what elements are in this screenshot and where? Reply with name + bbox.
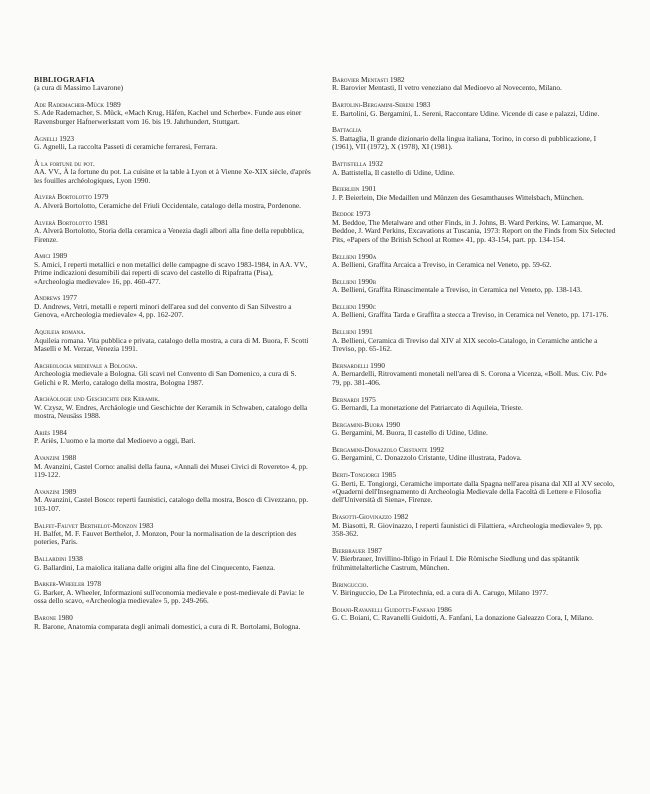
entry-citation-key: Bellieni 1990a	[332, 251, 377, 261]
entry-reference: W. Czysz, W. Endres, Archäologie und Geschichte der Keramik in Schwaben, catalogo della mostra, Neusäss 1988.	[34, 402, 308, 421]
entry-citation-key: Bergamini-Donazzolo Cristante 1992	[332, 444, 445, 454]
entry-reference: M. Beddoe, The Metalware and other Finds, in J. Johns, B. Ward Perkins, W. Lamarque, M. Beddoe, J. Ward Perkins, Excavations at Tuscania, 1973: Report on the Finds from Six Selected Pits, «Papers of the British School at Rome» 41, pp. 43-154, part. pp. 134-154.	[332, 217, 616, 244]
bibliography-entry	[332, 362, 616, 387]
entry-citation-key: Ade Rademacher-Mück 1989	[34, 99, 121, 109]
bibliography-entry	[332, 185, 616, 202]
entry-reference: G. Bernardi, La monetazione del Patriarcato di Aquileia, Trieste.	[332, 402, 523, 412]
entry-reference: G. Bergamini, M. Buora, Il castello di Udine, Udine.	[332, 428, 488, 438]
entry-reference: G. C. Boiani, C. Ravanelli Guidotti, A. Fanfani, La donazione Galeazzo Cora, I, Milano.	[332, 613, 594, 623]
bibliography-entry	[332, 210, 616, 244]
bibliography-entry	[332, 160, 616, 177]
entry-reference: G. Berti, E. Tongiorgi, Ceramiche importate dalla Spagna nell'area pisana dal XII al XV secolo, «Quaderni dell'Insegnamento di Archeologia Medievale della Facoltà di Lettere e Filosofia dell'Università di Siena», Firenze.	[332, 478, 615, 505]
bibliography-entry	[34, 395, 312, 420]
entry-reference: A. Alverà Bortolotto, Ceramiche del Friuli Occidentale, catalogo della mostra, Pordenone.	[34, 200, 302, 210]
entry-citation-key: Beierlein 1901	[332, 184, 377, 194]
bibliography-entry	[332, 513, 616, 538]
entry-citation-key: Bartolini-Bergamini-Sereni 1983	[332, 100, 431, 110]
entry-reference: G. Agnelli, La raccolta Passeti di ceramiche ferraresi, Ferrara.	[34, 142, 218, 152]
bibliography-entry	[34, 429, 312, 446]
bibliography-entry	[332, 126, 616, 151]
bibliography-entry	[332, 446, 616, 463]
entry-citation-key: Biasotti-Giovinazzo 1982	[332, 512, 409, 522]
entry-citation-key: Battistella 1932	[332, 159, 383, 169]
entry-reference: A. Alverà Bortolotto, Storia della ceramica a Venezia dagli albori alla fine della repubblica, Firenze.	[34, 226, 304, 244]
bibliography-entry	[34, 219, 312, 244]
page-subtitle: (a cura di Massimo Lavarone)	[34, 83, 124, 93]
entry-citation-key: Bergamini-Buora 1990	[332, 419, 401, 429]
entry-citation-key: Aquileia romana.	[34, 327, 86, 337]
entry-citation-key: Bellieni 1990c	[332, 301, 377, 311]
entry-reference: Aquileia romana. Vita pubblica e privata, catalogo della mostra, a cura di M. Buora, F. Scotti Maselli e M. Verzar, Venezia 1991.	[34, 335, 309, 353]
entry-citation-key: Barovier Mentasti 1982	[332, 75, 405, 84]
entry-reference: P. Ariès, L'uomo e la morte dal Medioevo a oggi, Bari.	[34, 436, 196, 446]
bibliography-entry	[34, 328, 312, 353]
right-column	[332, 76, 616, 631]
bibliography-entry	[34, 614, 312, 631]
entry-citation-key: Bellieni 1990b	[332, 276, 377, 286]
bibliography-entry	[34, 580, 312, 605]
entry-citation-key: Bernardi 1975	[332, 394, 376, 404]
entry-citation-key: Andrews 1977	[34, 293, 78, 303]
entry-citation-key: Agnelli 1923	[34, 133, 75, 143]
entry-reference: R. Barovier Mentasti, Il vetro veneziano dal Medioevo al Novecento, Milano.	[332, 83, 562, 93]
entry-reference: S. Ade Rademacher, S. Mück, «Mach Krug, Häfen, Kachel und Scherbe». Funde aus einer Ravensburger Hafnerwerkstatt vom 16. bis 19. Jahrhundert, Stuttgart.	[34, 108, 302, 126]
entry-reference: S. Amici, I reperti metallici e non metallici delle campagne di scavo 1983-1984, in AA. VV., Prime indicazioni desumibili dai reperti di scavo del castello di Ripafratta (Pisa), «Archeologia medievale» 16, pp. 460-477.	[34, 259, 308, 286]
entry-citation-key: Ariès 1984	[34, 428, 67, 438]
entry-citation-key: Alverà Bortolotto 1979	[34, 192, 109, 202]
entry-citation-key: Bellieni 1991	[332, 327, 373, 337]
left-entry-list	[34, 101, 312, 631]
entry-reference: J. P. Beierlein, Die Medaillen und Münzen des Gesamthauses Wittelsbach, München.	[332, 192, 584, 202]
entry-reference: H. Balfet, M. F. Fauvet Berthelot, J. Monzon, Pour la normalisation de la description des poteries, Paris.	[34, 528, 297, 547]
entry-reference: V. Biringuccio, De La Pirotechnia, ed. a cura di A. Carugo, Milano 1977.	[332, 587, 548, 597]
bibliography-entry	[332, 396, 616, 413]
entry-reference: A. Battistella, Il castello di Udine, Udine.	[332, 167, 455, 177]
bibliography-entry	[34, 160, 312, 185]
bibliography-entry	[34, 193, 312, 210]
bibliography-entry	[332, 547, 616, 572]
bibliography-entry	[332, 76, 616, 93]
bibliography-entry	[332, 303, 616, 320]
entry-reference: M. Biasotti, R. Giovinazzo, I reperti faunistici di Filattiera, «Archeologia medievale» 9, pp. 358-362.	[332, 520, 603, 539]
entry-reference: R. Barone, Anatomia comparata degli animali domestici, a cura di R. Bortolami, Bologna.	[34, 621, 301, 631]
bibliography-entry	[34, 454, 312, 479]
bibliography-entry	[332, 606, 616, 623]
entry-citation-key: Barone 1980	[34, 613, 73, 623]
bibliography-entry	[332, 421, 616, 438]
entry-reference: A. Bellieni, Graffita Rinascimentale a Treviso, in Ceramica nel Veneto, pp. 138-143.	[332, 285, 582, 295]
entry-citation-key: Berti-Tongiorgi 1985	[332, 470, 397, 480]
bibliography-entry	[332, 253, 616, 270]
bibliography-entry	[332, 581, 616, 598]
entry-citation-key: Alverà Bortolotto 1981	[34, 217, 109, 227]
entry-citation-key: Ballardini 1938	[34, 554, 83, 564]
entry-citation-key: Avanzini 1988	[34, 453, 77, 463]
bibliography-entry	[332, 471, 616, 505]
entry-citation-key: Bernardelli 1990	[332, 360, 385, 370]
bibliography-entry	[332, 101, 616, 118]
bibliography-entry	[332, 278, 616, 295]
bibliography-entry	[34, 135, 312, 152]
entry-reference: G. Barker, A. Wheeler, Informazioni sull'economia medievale e post-medievale di Pavia: le ossa dello scavo, «Archeologia medievale» 5, pp. 249-266.	[34, 587, 305, 606]
entry-reference: S. Battaglia, Il grande dizionario della lingua italiana, Torino, in corso di pubblicazione, I (1961), VII (1972), X (1978), XI (1981).	[332, 133, 597, 152]
entry-citation-key: Archeologia medievale a Bologna.	[34, 360, 138, 370]
entry-reference: M. Avanzini, Castel Corno: analisi della fauna, «Annali dei Musei Civici di Rovereto» 4, pp. 119-122.	[34, 461, 308, 480]
bibliography-entry	[34, 488, 312, 513]
entry-reference: AA. VV., À la fortune du pot. La cuisine et la table à Lyon et à Vienne Xe-XIX siècle, d'après les fouilles archéologiques, Lyon 1990.	[34, 167, 311, 185]
entry-reference: A. Bellieni, Ceramica di Treviso dal XIV al XIX secolo-Catalogo, in Ceramiche antiche a Treviso, pp. 65-162.	[332, 335, 598, 354]
page-title: BIBLIOGRAFIA	[34, 75, 95, 84]
bibliography-entry	[34, 362, 312, 387]
entry-reference: V. Bierbrauer, Invillino-Ibligo in Friaul I. Die Römische Siedlung und das spätantik frühmittelalterliche Castrum, München.	[332, 554, 580, 572]
entry-reference: D. Andrews, Vetri, metalli e reperti minori dell'area sud del convento di San Silvestro a Genova, «Archeologia medievale» 4, pp. 162-207.	[34, 301, 292, 320]
left-column	[34, 76, 312, 639]
entry-citation-key: Beddoe 1973	[332, 209, 371, 219]
bibliography-entry	[332, 328, 616, 353]
entry-citation-key: Bierbrauer 1987	[332, 545, 382, 555]
entry-citation-key: À la fortune du pot.	[34, 158, 95, 168]
entry-reference: A. Bellieni, Graffita Arcaica a Treviso, in Ceramica nel Veneto, pp. 59-62.	[332, 260, 552, 270]
bibliography-entry	[34, 252, 312, 286]
entry-citation-key: Barker-Wheeler 1978	[34, 579, 102, 589]
entry-reference: G. Bergamini, C. Donazzolo Cristante, Udine illustrata, Padova.	[332, 453, 522, 463]
right-entry-list	[332, 76, 616, 623]
entry-citation-key: Battaglia	[332, 125, 362, 135]
entry-citation-key: Balfet-Fauvet Berthelot-Monzon 1983	[34, 520, 154, 530]
entry-reference: A. Bellieni, Graffita Tarda e Graffita a stecca a Treviso, in Ceramica nel Veneto, pp. 171-176.	[332, 310, 609, 320]
entry-reference: G. Ballardini, La maiolica italiana dalle origini alla fine del Cinquecento, Faenza.	[34, 562, 276, 572]
entry-citation-key: Biringuccio.	[332, 579, 369, 589]
entry-reference: Archeologia medievale a Bologna. Gli scavi nel Convento di San Domenico, a cura di S. Gelichi e R. Merlo, catalogo della mostra, Bologna 1987.	[34, 369, 297, 387]
entry-reference: M. Avanzini, Castel Bosco: reperti faunistici, catalogo della mostra, Bosco di Civezzano, pp. 103-107.	[34, 495, 309, 513]
entry-reference: E. Bartolini, G. Bergamini, L. Sereni, Raccontare Udine. Vicende di case e palazzi, Udine.	[332, 108, 600, 118]
bibliography-entry	[34, 522, 312, 547]
entry-citation-key: Archäologie und Geschichte der Keramik.	[34, 394, 160, 404]
entry-citation-key: Boiani-Ravanelli Guidotti-Fanfani 1986	[332, 604, 452, 614]
bibliography-entry	[34, 101, 312, 126]
entry-citation-key: Amici 1989	[34, 251, 68, 261]
entry-reference: A. Bernardelli, Ritrovamenti monetali nell'area di S. Corona a Vicenza, «Boll. Mus. Civ. Pd» 79, pp. 381-406.	[332, 369, 607, 387]
bibliography-entry	[34, 555, 312, 572]
entry-citation-key: Avanzini 1989	[34, 486, 77, 496]
bibliography-entry	[34, 294, 312, 319]
